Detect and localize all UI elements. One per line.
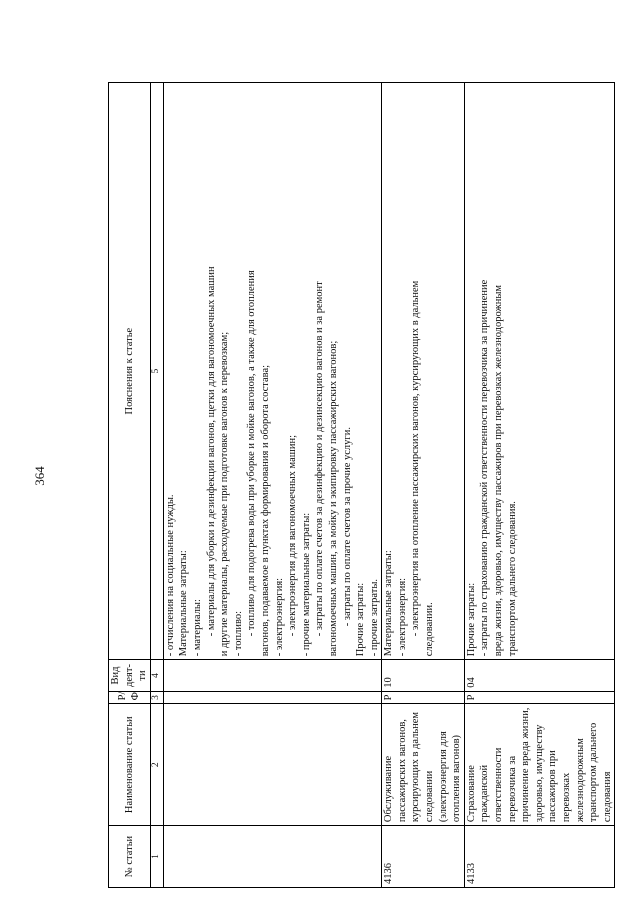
explanation-line: Прочие затраты:	[465, 582, 477, 657]
explanation-line: транспортом дальнего следования.	[506, 501, 518, 657]
header-activity-type: Вид деят-ти	[109, 660, 151, 691]
item-activity-type	[163, 660, 382, 691]
explanation-line: - затраты по оплате счетов за дезинфекцию и дезинсекцию вагонов и за ремонт	[314, 281, 326, 637]
header-explanation: Пояснения к статье	[109, 83, 151, 660]
item-rf: Р	[464, 691, 615, 704]
explanation-line: - прочие материальные затраты:	[300, 512, 312, 657]
explanation-line: - электроэнергия для вагономоечных машин;	[287, 434, 299, 637]
table-row	[163, 83, 382, 888]
explanation-line: - топливо для подогрева воды при уборке и мойке вагонов, а также для отопления	[246, 270, 258, 637]
explanation-line: - материалы:	[191, 599, 203, 657]
explanation-line: - электроэнергия:	[396, 577, 408, 657]
column-number-row	[150, 83, 163, 888]
item-name: Обслуживание пассажирских вагонов, курсирующих в дальнем следовании (электроэнергия для отопления вагонов)	[382, 704, 465, 826]
explanation-line: следовании.	[424, 602, 436, 657]
explanation-line: - прочие затраты.	[368, 578, 380, 657]
explanation-line: вагонов, подаваемое в пунктах формирования и оборота состава;	[259, 364, 271, 657]
header-rf: Р/ Ф	[109, 691, 151, 704]
item-code	[163, 826, 382, 888]
item-explanation	[163, 83, 382, 660]
header-item-number: № статьи	[109, 826, 151, 888]
explanation-line: - отчисления на социальные нужды.	[164, 494, 176, 657]
explanation-line: Материальные затраты:	[178, 550, 190, 657]
item-name	[163, 704, 382, 826]
explanation-line: - затраты по страхованию гражданской ответственности перевозчика за причинение	[479, 279, 491, 657]
column-number: 1	[150, 826, 163, 888]
page-number: 364	[32, 466, 47, 486]
item-rf: Р	[382, 691, 465, 704]
column-number: 2	[150, 704, 163, 826]
column-number: 4	[150, 660, 163, 691]
item-explanation	[382, 83, 465, 660]
table-row	[382, 83, 465, 888]
explanation-line: вагономоечных машин, за мойку и экипировку пассажирских вагонов;	[327, 340, 339, 657]
item-activity-type: 10	[382, 660, 465, 691]
item-code: 4136	[382, 826, 465, 888]
item-code: 4133	[464, 826, 615, 888]
cost-items-table	[108, 82, 615, 888]
explanation-line: - затраты по оплате счетов за прочие услуги.	[341, 427, 353, 627]
explanation-line: - топливо:	[232, 610, 244, 657]
header-row	[109, 83, 151, 888]
item-rf	[163, 691, 382, 704]
explanation-line: Прочие затраты:	[355, 582, 367, 657]
item-activity-type: 04	[464, 660, 615, 691]
explanation-line: - электроэнергия:	[273, 577, 285, 657]
explanation-line: - электроэнергия на отопление пассажирских вагонов, курсирующих в дальнем	[410, 280, 422, 637]
explanation-line: - материалы для уборки и дезинфекции вагонов, щетки для вагономоечных машин	[205, 266, 217, 637]
table-row	[464, 83, 615, 888]
item-explanation	[464, 83, 615, 660]
header-item-name: Наименование статьи	[109, 704, 151, 826]
column-number: 5	[150, 83, 163, 660]
item-name: Страхование гражданской ответственности перевозчика за причинение вреда жизни, здоровью, имуществу пассажиров при перевозках железнодорожным транспортом дальнего следования	[464, 704, 615, 826]
explanation-line: и другие материалы, расходуемые при подготовке вагонов к перевозкам;	[219, 331, 231, 657]
column-number: 3	[150, 691, 163, 704]
explanation-line: вреда жизни, здоровью, имуществу пассажиров при перевозках железнодорожным	[493, 284, 505, 657]
rotated-table-wrapper	[108, 82, 613, 888]
explanation-line: Материальные затраты:	[383, 550, 395, 657]
